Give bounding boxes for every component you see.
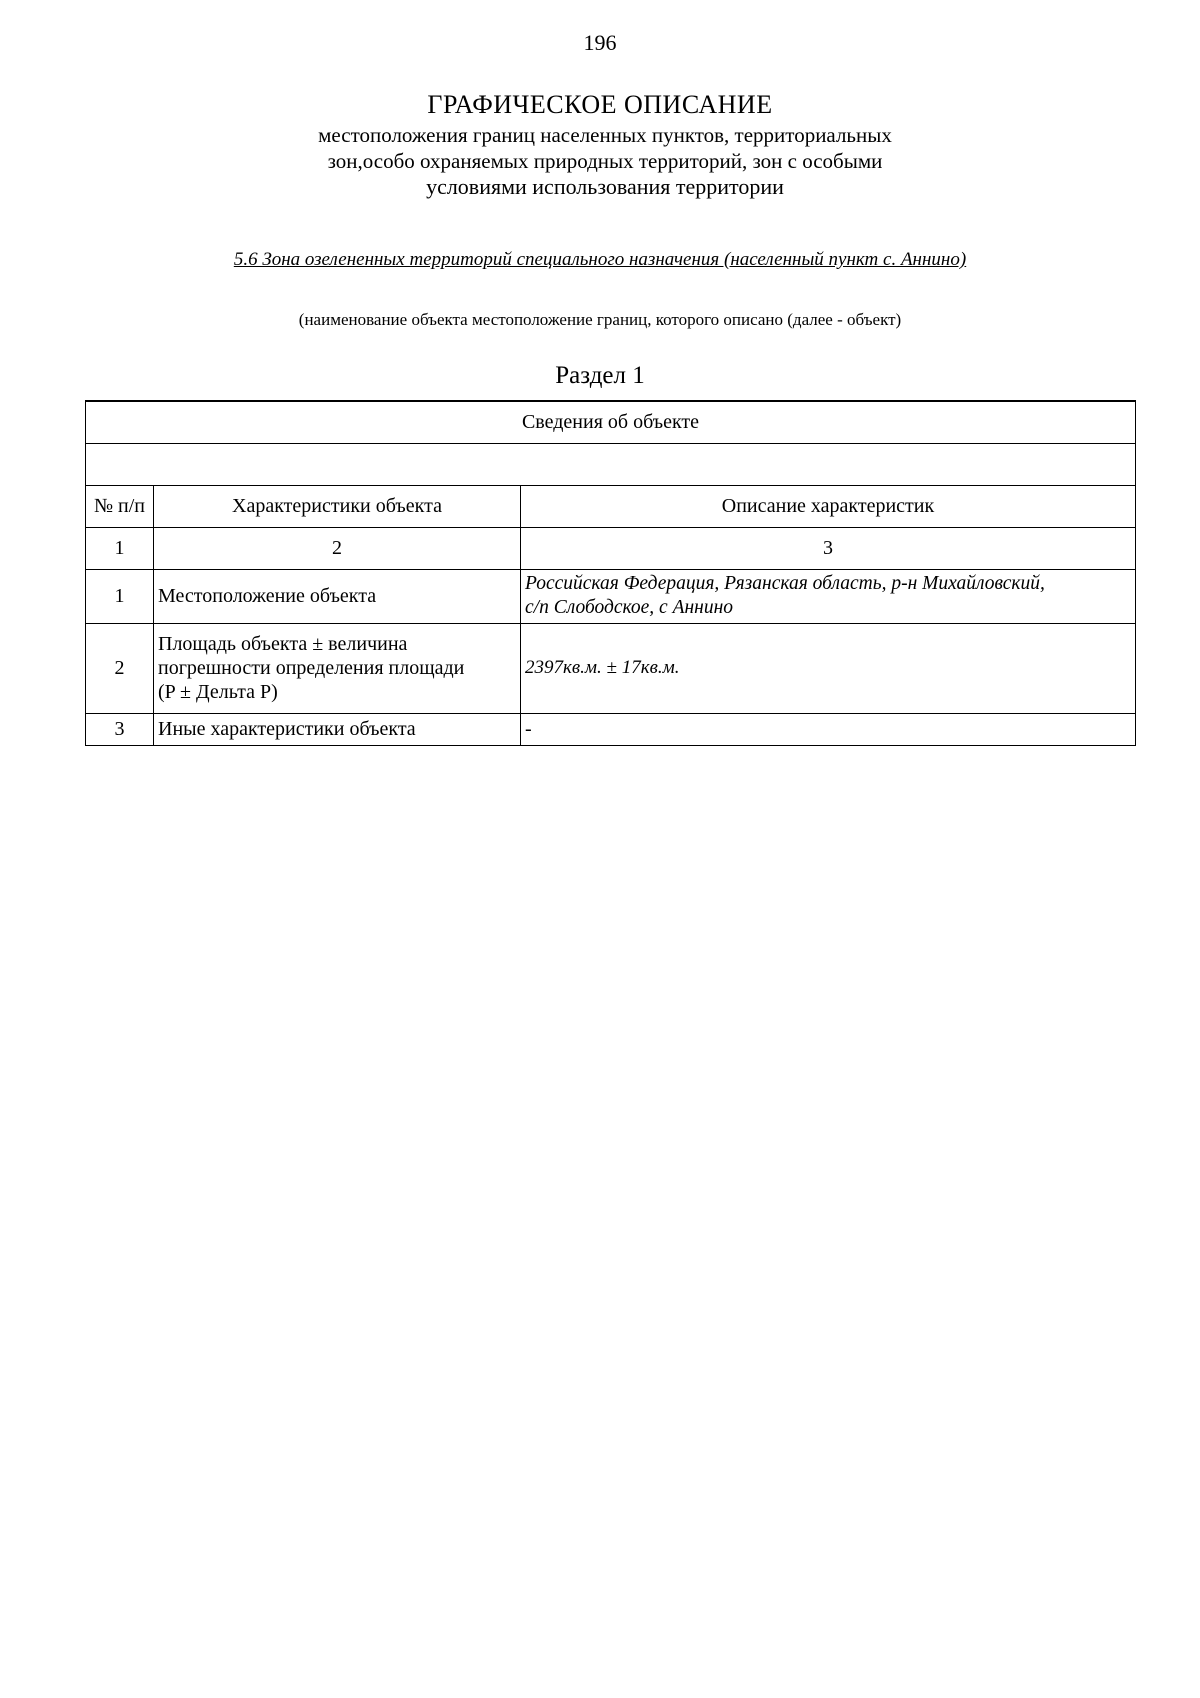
table-row bbox=[86, 713, 1136, 745]
table-row bbox=[86, 623, 1136, 713]
column-number: 2 bbox=[154, 527, 521, 569]
object-name: 5.6 Зона озелененных территорий специального назначения (населенный пункт с. Аннино) bbox=[233, 249, 967, 270]
table-header-row bbox=[86, 485, 1136, 527]
row-characteristic: Иные характеристики объекта bbox=[154, 713, 521, 745]
header-description: Описание характеристик bbox=[521, 485, 1136, 527]
row-number: 1 bbox=[86, 569, 154, 623]
row-description: - bbox=[521, 713, 1136, 745]
row-characteristic: Местоположение объекта bbox=[154, 569, 521, 623]
table-numbering-row bbox=[86, 527, 1136, 569]
table-row bbox=[86, 569, 1136, 623]
row-number: 2 bbox=[86, 623, 154, 713]
table-title: Сведения об объекте bbox=[86, 401, 1136, 443]
column-number: 3 bbox=[521, 527, 1136, 569]
document-subtitle bbox=[250, 122, 960, 200]
page-number: 196 bbox=[583, 30, 617, 55]
subtitle-line: зон,особо охраняемых природных территорий, зон с особыми bbox=[327, 149, 883, 173]
row-description: 2397кв.м. ± 17кв.м. bbox=[521, 623, 1136, 713]
subtitle-line: условиями использования территории bbox=[426, 174, 784, 199]
header-number: № п/п bbox=[86, 485, 154, 527]
row-characteristic bbox=[154, 623, 521, 713]
column-number: 1 bbox=[86, 527, 154, 569]
header-characteristic: Характеристики объекта bbox=[154, 485, 521, 527]
row-number: 3 bbox=[86, 713, 154, 745]
row-description bbox=[521, 569, 1136, 623]
description-line: Российская Федерация, Рязанская область, р-н Михайловский, bbox=[525, 573, 1045, 594]
table-empty-cell bbox=[86, 443, 1136, 485]
characteristic-line: (P ± Дельта P) bbox=[158, 681, 278, 703]
document-title: ГРАФИЧЕСКОЕ ОПИСАНИЕ bbox=[427, 90, 773, 119]
characteristic-line: погрешности определения площади bbox=[158, 657, 465, 679]
table-title-row bbox=[86, 401, 1136, 443]
description-line: с/п Слободское, с Аннино bbox=[525, 597, 733, 618]
object-caption: (наименование объекта местоположение границ, которого описано (далее - объект) bbox=[298, 310, 902, 329]
section-title: Раздел 1 bbox=[555, 362, 645, 389]
object-info-table bbox=[85, 400, 1136, 746]
characteristic-line: Площадь объекта ± величина bbox=[158, 633, 408, 655]
subtitle-line: местоположения границ населенных пунктов, территориальных bbox=[318, 123, 892, 147]
table-empty-row bbox=[86, 443, 1136, 485]
